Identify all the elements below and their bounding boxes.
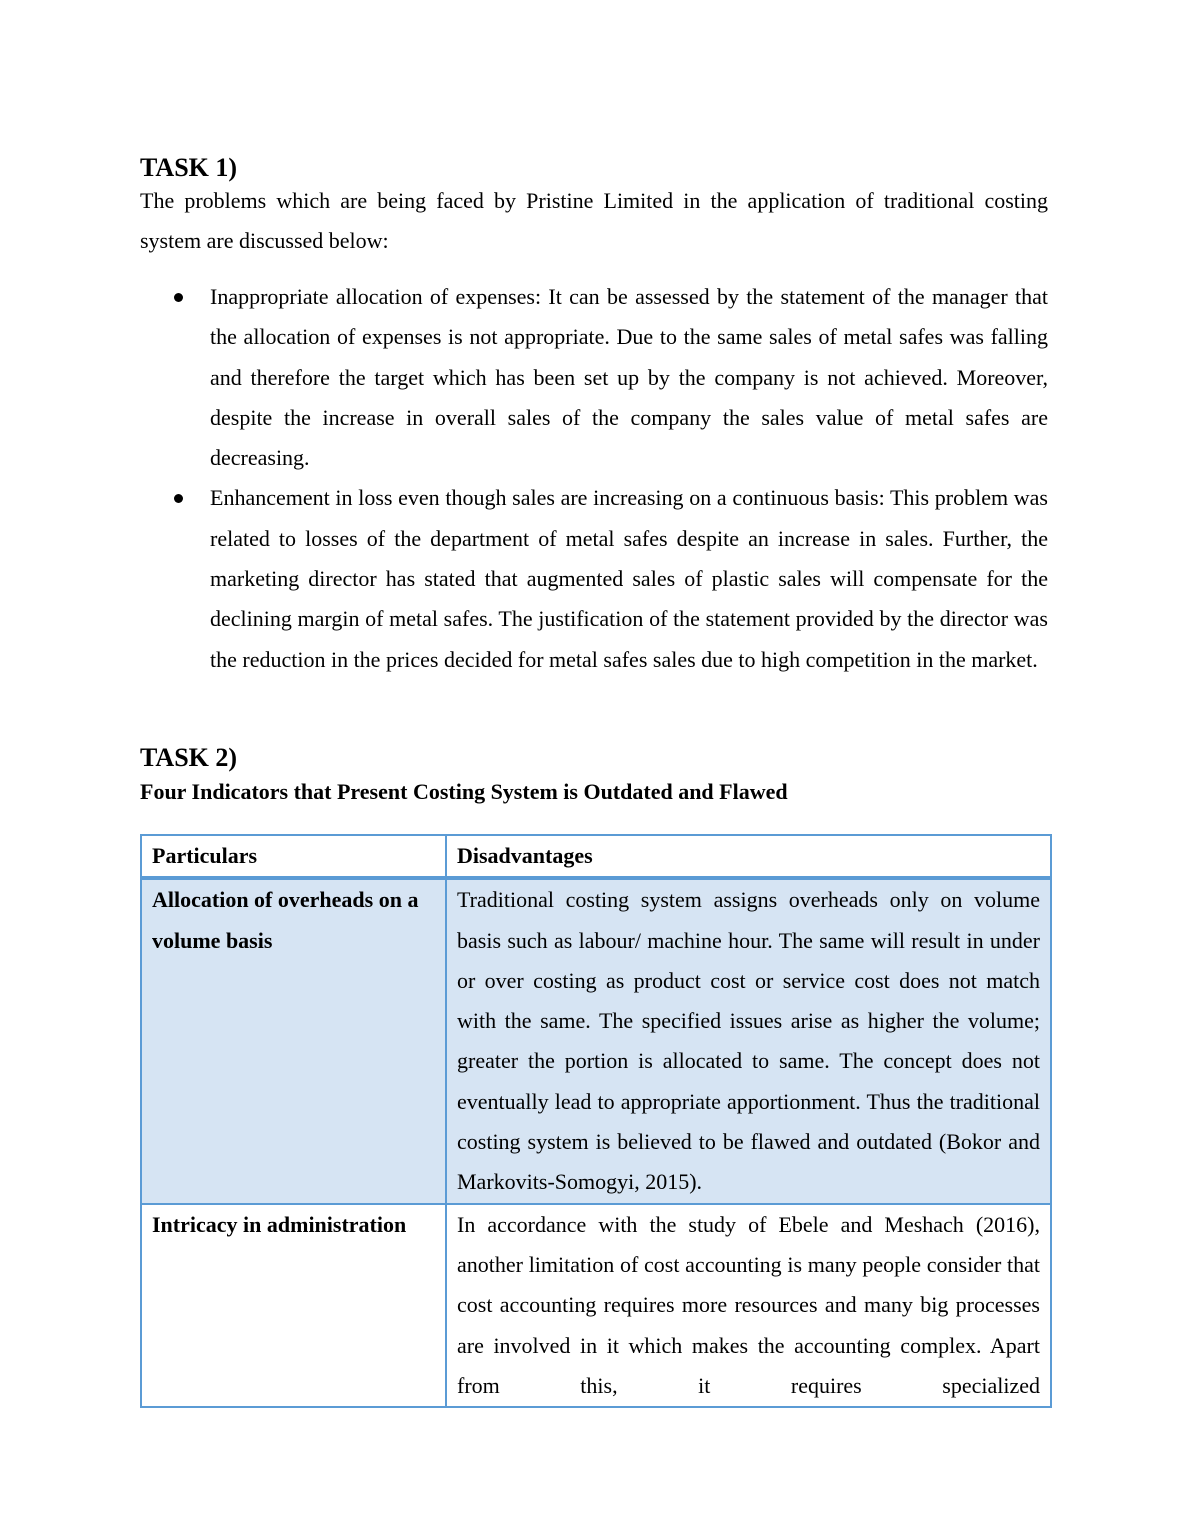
table-row (141, 1204, 1051, 1407)
task1-intro-paragraph: The problems which are being faced by Pristine Limited in the application of traditional costing system are discussed below: (140, 188, 1048, 254)
row-1-disadvantage: Traditional costing system assigns overheads only on volume basis such as labour/ machine hour. The same will result in under or over costing as product cost or service cost does not match with the same. The specified issues arise as higher the volume; greater the portion is allocated to same. The concept does not eventually lead to appropriate apportionment. Thus the traditional costing system is believed to be flawed and outdated (Bokor and Markovits-Somogyi, 2015). (446, 878, 1051, 1203)
row-1-particular: Allocation of overheads on a volume basis (141, 878, 446, 1203)
bullet-text-1: Inappropriate allocation of expenses: It can be assessed by the statement of the manager that the allocation of expenses is not appropriate. Due to the same sales of metal safes was falling and therefore the target which has been set up by the company is not achieved. Moreover, despite the increase in overall sales of the company the sales value of metal safes are decreasing. (210, 284, 1048, 471)
indicators-table (140, 834, 1052, 1408)
bullet-item-2 (140, 478, 1048, 679)
task1-heading: TASK 1) (140, 153, 238, 182)
bullet-icon (174, 293, 183, 302)
table-header-row (141, 835, 1051, 878)
bullet-text-2: Enhancement in loss even though sales are increasing on a continuous basis: This problem was related to losses of the department of metal safes despite an increase in sales. Further, the marketing director has stated that augmented sales of plastic sales will compensate for the declining margin of metal safes. The justification of the statement provided by the director was the reduction in the prices decided for metal safes sales due to high competition in the market. (210, 485, 1048, 672)
row-2-disadvantage: In accordance with the study of Ebele and Meshach (2016), another limitation of cost accounting is many people consider that cost accounting requires more resources and many big processes are involved in it which makes the accounting complex. Apart from this, it requires specialized (446, 1204, 1051, 1407)
header-particulars: Particulars (141, 835, 446, 878)
task1-bullet-list (140, 277, 1048, 680)
header-disadvantages: Disadvantages (446, 835, 1051, 878)
task2-heading: TASK 2) (140, 743, 238, 772)
table-row (141, 878, 1051, 1203)
bullet-icon (174, 494, 183, 503)
row-2-particular: Intricacy in administration (141, 1204, 446, 1407)
task2-subheading: Four Indicators that Present Costing System is Outdated and Flawed (140, 779, 788, 804)
bullet-item-1 (140, 277, 1048, 478)
